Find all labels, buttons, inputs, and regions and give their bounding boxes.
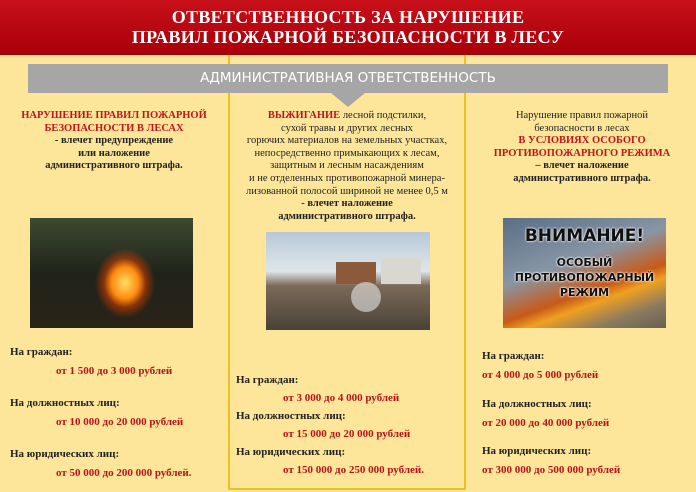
fine-label: На юридических лиц: — [10, 448, 120, 460]
sign-text: ПРОТИВОПОЖАРНЫЙ — [514, 271, 655, 284]
poster-title — [0, 0, 696, 55]
arrow-down-icon — [331, 93, 365, 107]
fine-label: На должностных лиц: — [236, 410, 346, 422]
fine-label: На граждан: — [236, 374, 299, 386]
col3-highlight: В УСЛОВИЯХ ОСОБОГО — [518, 135, 646, 147]
fine-amount: от 10 000 до 20 000 рублей — [56, 416, 184, 428]
col3-text: безопасности в лесах — [534, 122, 630, 134]
fine-amount: от 3 000 до 4 000 рублей — [283, 392, 400, 404]
section-banner: АДМИНИСТРАТИВНАЯ ОТВЕТСТВЕННОСТЬ — [28, 64, 668, 93]
fine-amount: от 15 000 до 20 000 рублей — [283, 428, 411, 440]
col3-text: – влечет наложение — [535, 160, 629, 172]
col2-text: сухой травы и других лесных — [281, 122, 413, 134]
fine-amount: от 4 000 до 5 000 рублей — [482, 369, 599, 381]
col3-text: Нарушение правил пожарной — [515, 110, 649, 121]
fine-label: На юридических лиц: — [236, 446, 346, 458]
col1-title: БЕЗОПАСНОСТИ В ЛЕСАХ — [44, 122, 184, 134]
col2-description — [230, 110, 464, 223]
fine-label: На граждан: — [10, 346, 73, 358]
campfire-photo — [30, 218, 193, 328]
title-line-1: ОТВЕТСТВЕННОСТЬ ЗА НАРУШЕНИЕ — [171, 7, 525, 27]
smoke-shape — [351, 282, 381, 312]
fine-amount: от 50 000 до 200 000 рублей. — [56, 467, 192, 479]
fine-label: На граждан: — [482, 350, 545, 362]
sign-text: ВНИМАНИЕ! — [524, 226, 645, 246]
col2-text: защитным и лесным насаждениям — [270, 160, 424, 172]
title-line-2: ПРАВИЛ ПОЖАРНОЙ БЕЗОПАСНОСТИ В ЛЕСУ — [131, 27, 565, 47]
burning-grass-photo — [266, 232, 430, 330]
col3-description — [468, 110, 696, 186]
fine-label: На должностных лиц: — [10, 397, 120, 409]
col2-highlight: ВЫЖИГАНИЕ — [267, 110, 341, 121]
col2-text: и не отделенных противопожарной минера- — [249, 172, 445, 184]
house-shape — [336, 262, 376, 284]
fine-amount: от 300 000 до 500 000 рублей — [482, 464, 621, 476]
col1-description — [0, 110, 228, 173]
house-shape — [381, 258, 421, 284]
col1-title: НАРУШЕНИЕ ПРАВИЛ ПОЖАРНОЙ — [21, 110, 207, 121]
sign-text: ОСОБЫЙ — [556, 256, 613, 269]
col1-body: или наложение — [78, 147, 150, 159]
col1-body: - влечет предупреждение — [54, 135, 174, 147]
col2-text: непосредственно примыкающих к лесам, — [254, 147, 440, 159]
col3-text: административного штрафа. — [513, 172, 651, 184]
col2-text: горючих материалов на земельных участках, — [246, 135, 448, 147]
fine-amount: от 150 000 до 250 000 рублей. — [283, 464, 425, 476]
col2-text: административного штрафа. — [278, 210, 416, 222]
fine-amount: от 1 500 до 3 000 рублей — [56, 365, 173, 377]
sign-text: РЕЖИМ — [559, 286, 610, 299]
col2-text: лесной подстилки, — [340, 110, 427, 121]
col3-highlight: ПРОТИВОПОЖАРНОГО РЕЖИМА — [493, 147, 671, 159]
col1-body: административного штрафа. — [45, 160, 183, 172]
col2-text: - влечет наложение — [301, 198, 393, 210]
fine-amount: от 20 000 до 40 000 рублей — [482, 417, 610, 429]
col2-text: лизованной полосой шириной не менее 0,5 м — [246, 185, 448, 197]
fine-label: На юридических лиц: — [482, 445, 592, 457]
special-regime-sign — [503, 218, 666, 328]
fine-label: На должностных лиц: — [482, 398, 592, 410]
